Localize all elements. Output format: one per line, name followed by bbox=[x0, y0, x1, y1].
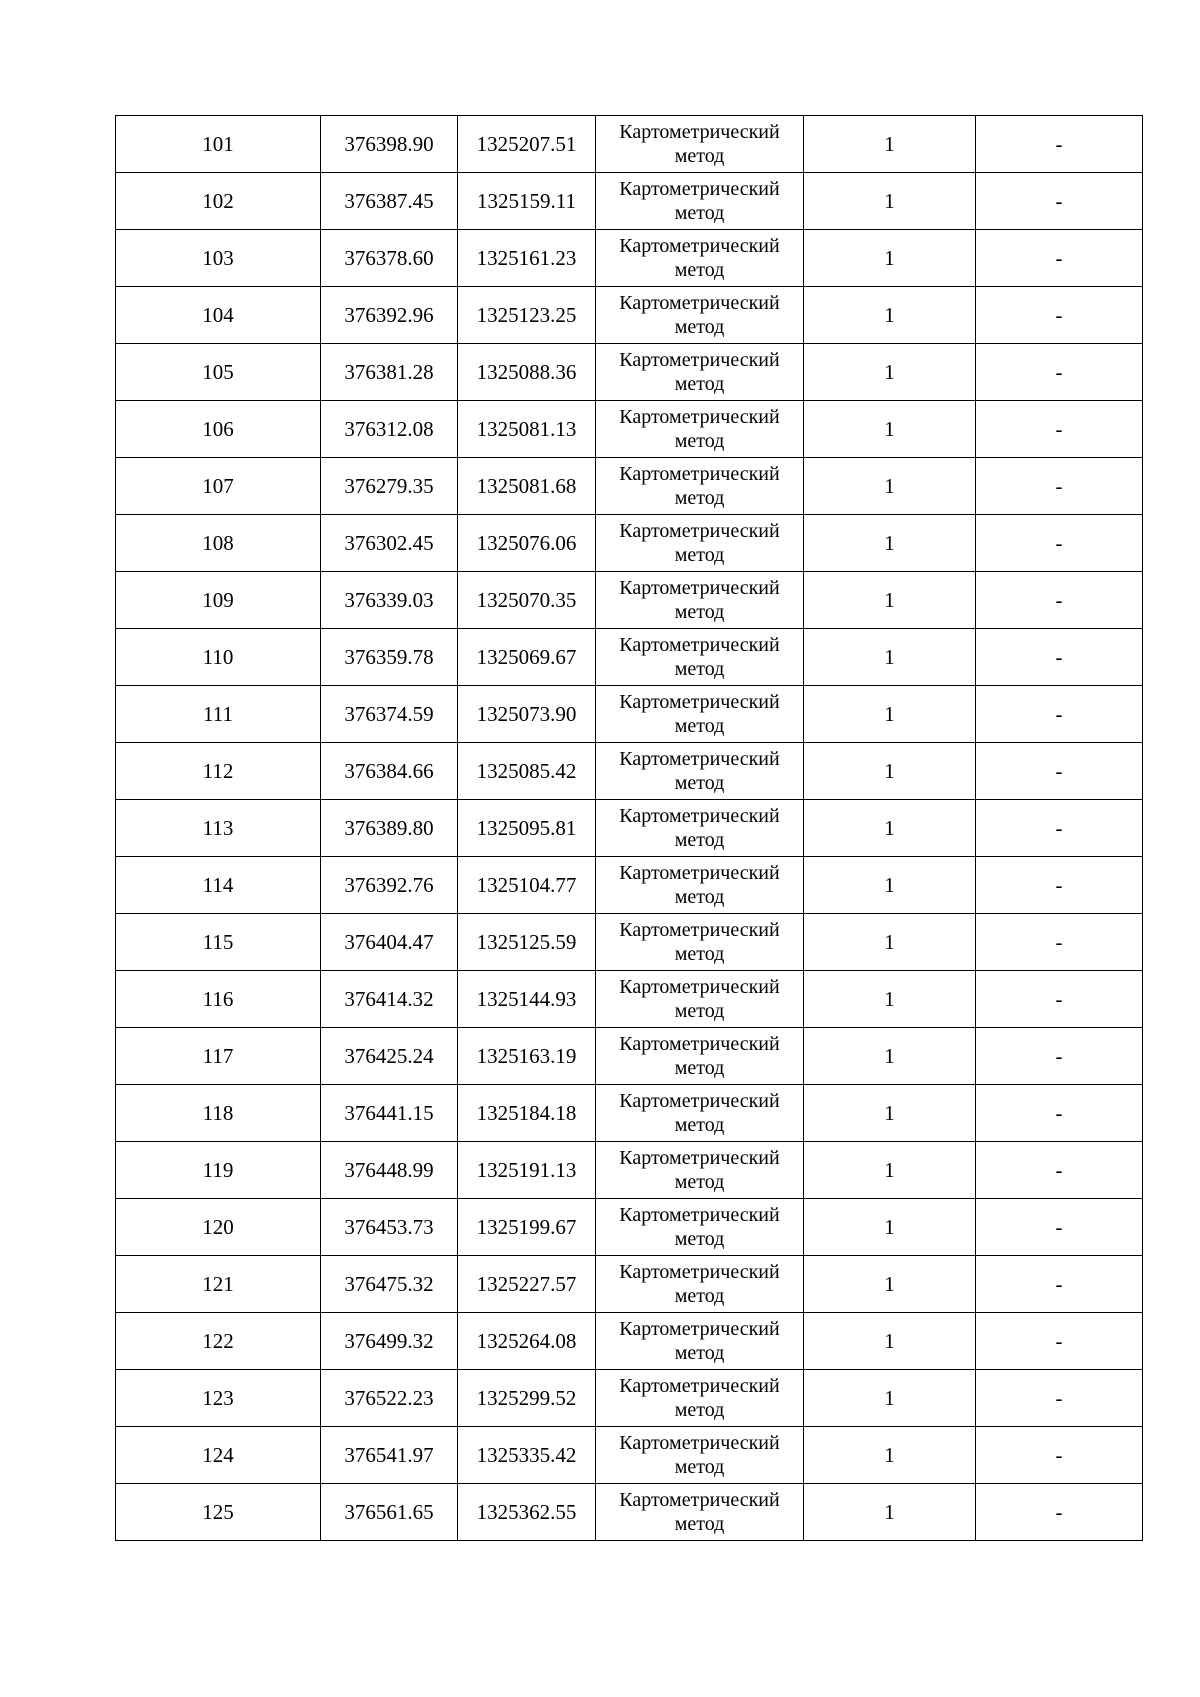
note-cell: - bbox=[976, 1313, 1143, 1370]
method-cell bbox=[596, 1028, 804, 1085]
point-number-cell: 115 bbox=[116, 914, 321, 971]
note-cell: - bbox=[976, 1199, 1143, 1256]
method-line-1: Картометрический bbox=[619, 520, 780, 542]
accuracy-cell: 1 bbox=[804, 173, 976, 230]
table-row bbox=[116, 1142, 1143, 1199]
point-number-cell: 104 bbox=[116, 287, 321, 344]
point-number-cell: 124 bbox=[116, 1427, 321, 1484]
y-coordinate-cell: 1325125.59 bbox=[458, 914, 596, 971]
x-coordinate-cell: 376312.08 bbox=[321, 401, 458, 458]
x-coordinate-cell: 376384.66 bbox=[321, 743, 458, 800]
x-coordinate-cell: 376425.24 bbox=[321, 1028, 458, 1085]
x-coordinate-cell: 376339.03 bbox=[321, 572, 458, 629]
method-line-2: метод bbox=[674, 487, 725, 509]
method-line-1: Картометрический bbox=[619, 349, 780, 371]
method-cell bbox=[596, 743, 804, 800]
note-cell: - bbox=[976, 1256, 1143, 1313]
table-row bbox=[116, 287, 1143, 344]
y-coordinate-cell: 1325081.13 bbox=[458, 401, 596, 458]
method-line-2: метод bbox=[674, 544, 725, 566]
method-cell bbox=[596, 800, 804, 857]
table-row bbox=[116, 458, 1143, 515]
method-line-1: Картометрический bbox=[619, 1204, 780, 1226]
accuracy-cell: 1 bbox=[804, 743, 976, 800]
note-cell: - bbox=[976, 914, 1143, 971]
method-cell bbox=[596, 116, 804, 173]
table-row bbox=[116, 401, 1143, 458]
method-line-1: Картометрический bbox=[619, 1033, 780, 1055]
method-line-1: Картометрический bbox=[619, 1375, 780, 1397]
method-line-1: Картометрический bbox=[619, 976, 780, 998]
table-row bbox=[116, 800, 1143, 857]
y-coordinate-cell: 1325264.08 bbox=[458, 1313, 596, 1370]
table-row bbox=[116, 743, 1143, 800]
y-coordinate-cell: 1325163.19 bbox=[458, 1028, 596, 1085]
x-coordinate-cell: 376453.73 bbox=[321, 1199, 458, 1256]
note-cell: - bbox=[976, 743, 1143, 800]
method-cell bbox=[596, 1313, 804, 1370]
y-coordinate-cell: 1325070.35 bbox=[458, 572, 596, 629]
table-row bbox=[116, 344, 1143, 401]
accuracy-cell: 1 bbox=[804, 971, 976, 1028]
method-line-1: Картометрический bbox=[619, 919, 780, 941]
method-line-2: метод bbox=[674, 1171, 725, 1193]
table-row bbox=[116, 1199, 1143, 1256]
method-line-2: метод bbox=[674, 1114, 725, 1136]
method-line-2: метод bbox=[674, 658, 725, 680]
point-number-cell: 113 bbox=[116, 800, 321, 857]
table-row bbox=[116, 857, 1143, 914]
method-cell bbox=[596, 914, 804, 971]
table-row bbox=[116, 1370, 1143, 1427]
accuracy-cell: 1 bbox=[804, 686, 976, 743]
point-number-cell: 109 bbox=[116, 572, 321, 629]
note-cell: - bbox=[976, 401, 1143, 458]
table-row bbox=[116, 1256, 1143, 1313]
table-row bbox=[116, 173, 1143, 230]
point-number-cell: 120 bbox=[116, 1199, 321, 1256]
method-cell bbox=[596, 287, 804, 344]
table-row bbox=[116, 1427, 1143, 1484]
method-line-1: Картометрический bbox=[619, 577, 780, 599]
point-number-cell: 121 bbox=[116, 1256, 321, 1313]
method-line-1: Картометрический bbox=[619, 691, 780, 713]
x-coordinate-cell: 376561.65 bbox=[321, 1484, 458, 1541]
method-cell bbox=[596, 515, 804, 572]
note-cell: - bbox=[976, 515, 1143, 572]
accuracy-cell: 1 bbox=[804, 629, 976, 686]
method-line-1: Картометрический bbox=[619, 1318, 780, 1340]
method-line-2: метод bbox=[674, 886, 725, 908]
method-line-1: Картометрический bbox=[619, 1147, 780, 1169]
x-coordinate-cell: 376302.45 bbox=[321, 515, 458, 572]
method-line-2: метод bbox=[674, 316, 725, 338]
method-line-1: Картометрический bbox=[619, 1432, 780, 1454]
accuracy-cell: 1 bbox=[804, 344, 976, 401]
x-coordinate-cell: 376381.28 bbox=[321, 344, 458, 401]
accuracy-cell: 1 bbox=[804, 1199, 976, 1256]
point-number-cell: 123 bbox=[116, 1370, 321, 1427]
accuracy-cell: 1 bbox=[804, 230, 976, 287]
x-coordinate-cell: 376378.60 bbox=[321, 230, 458, 287]
x-coordinate-cell: 376475.32 bbox=[321, 1256, 458, 1313]
method-cell bbox=[596, 458, 804, 515]
method-line-1: Картометрический bbox=[619, 235, 780, 257]
x-coordinate-cell: 376392.96 bbox=[321, 287, 458, 344]
x-coordinate-cell: 376392.76 bbox=[321, 857, 458, 914]
x-coordinate-cell: 376398.90 bbox=[321, 116, 458, 173]
point-number-cell: 114 bbox=[116, 857, 321, 914]
x-coordinate-cell: 376522.23 bbox=[321, 1370, 458, 1427]
note-cell: - bbox=[976, 458, 1143, 515]
table-row bbox=[116, 629, 1143, 686]
note-cell: - bbox=[976, 971, 1143, 1028]
accuracy-cell: 1 bbox=[804, 1142, 976, 1199]
method-line-2: метод bbox=[674, 1456, 725, 1478]
accuracy-cell: 1 bbox=[804, 287, 976, 344]
table-row bbox=[116, 686, 1143, 743]
method-cell bbox=[596, 173, 804, 230]
method-cell bbox=[596, 344, 804, 401]
method-line-1: Картометрический bbox=[619, 1489, 780, 1511]
method-cell bbox=[596, 1142, 804, 1199]
method-line-1: Картометрический bbox=[619, 805, 780, 827]
table-row bbox=[116, 971, 1143, 1028]
point-number-cell: 108 bbox=[116, 515, 321, 572]
note-cell: - bbox=[976, 857, 1143, 914]
method-cell bbox=[596, 1484, 804, 1541]
method-line-2: метод bbox=[674, 1057, 725, 1079]
point-number-cell: 118 bbox=[116, 1085, 321, 1142]
note-cell: - bbox=[976, 572, 1143, 629]
method-line-2: метод bbox=[674, 373, 725, 395]
method-line-2: метод bbox=[674, 1342, 725, 1364]
method-line-2: метод bbox=[674, 772, 725, 794]
y-coordinate-cell: 1325104.77 bbox=[458, 857, 596, 914]
method-line-2: метод bbox=[674, 1513, 725, 1535]
point-number-cell: 101 bbox=[116, 116, 321, 173]
method-cell bbox=[596, 1199, 804, 1256]
y-coordinate-cell: 1325191.13 bbox=[458, 1142, 596, 1199]
method-cell bbox=[596, 971, 804, 1028]
note-cell: - bbox=[976, 287, 1143, 344]
x-coordinate-cell: 376541.97 bbox=[321, 1427, 458, 1484]
x-coordinate-cell: 376374.59 bbox=[321, 686, 458, 743]
method-cell bbox=[596, 1256, 804, 1313]
point-number-cell: 112 bbox=[116, 743, 321, 800]
method-line-2: метод bbox=[674, 145, 725, 167]
note-cell: - bbox=[976, 1085, 1143, 1142]
accuracy-cell: 1 bbox=[804, 1028, 976, 1085]
method-cell bbox=[596, 230, 804, 287]
table-row bbox=[116, 1085, 1143, 1142]
x-coordinate-cell: 376404.47 bbox=[321, 914, 458, 971]
note-cell: - bbox=[976, 1370, 1143, 1427]
method-line-1: Картометрический bbox=[619, 862, 780, 884]
point-number-cell: 107 bbox=[116, 458, 321, 515]
point-number-cell: 111 bbox=[116, 686, 321, 743]
method-cell bbox=[596, 401, 804, 458]
method-cell bbox=[596, 857, 804, 914]
accuracy-cell: 1 bbox=[804, 401, 976, 458]
y-coordinate-cell: 1325184.18 bbox=[458, 1085, 596, 1142]
note-cell: - bbox=[976, 116, 1143, 173]
note-cell: - bbox=[976, 1028, 1143, 1085]
y-coordinate-cell: 1325299.52 bbox=[458, 1370, 596, 1427]
table-row bbox=[116, 914, 1143, 971]
x-coordinate-cell: 376441.15 bbox=[321, 1085, 458, 1142]
accuracy-cell: 1 bbox=[804, 857, 976, 914]
y-coordinate-cell: 1325207.51 bbox=[458, 116, 596, 173]
accuracy-cell: 1 bbox=[804, 572, 976, 629]
x-coordinate-cell: 376448.99 bbox=[321, 1142, 458, 1199]
method-line-2: метод bbox=[674, 943, 725, 965]
accuracy-cell: 1 bbox=[804, 1370, 976, 1427]
method-line-2: метод bbox=[674, 601, 725, 623]
method-cell bbox=[596, 1370, 804, 1427]
accuracy-cell: 1 bbox=[804, 1313, 976, 1370]
point-number-cell: 103 bbox=[116, 230, 321, 287]
table-row bbox=[116, 1028, 1143, 1085]
accuracy-cell: 1 bbox=[804, 458, 976, 515]
method-line-1: Картометрический bbox=[619, 748, 780, 770]
method-line-2: метод bbox=[674, 1228, 725, 1250]
note-cell: - bbox=[976, 230, 1143, 287]
coordinates-table-body bbox=[116, 116, 1143, 1541]
point-number-cell: 116 bbox=[116, 971, 321, 1028]
method-line-2: метод bbox=[674, 829, 725, 851]
method-line-1: Картометрический bbox=[619, 121, 780, 143]
y-coordinate-cell: 1325159.11 bbox=[458, 173, 596, 230]
point-number-cell: 102 bbox=[116, 173, 321, 230]
table-row bbox=[116, 116, 1143, 173]
table-row bbox=[116, 515, 1143, 572]
point-number-cell: 125 bbox=[116, 1484, 321, 1541]
x-coordinate-cell: 376499.32 bbox=[321, 1313, 458, 1370]
method-line-2: метод bbox=[674, 1399, 725, 1421]
x-coordinate-cell: 376279.35 bbox=[321, 458, 458, 515]
method-line-1: Картометрический bbox=[619, 1261, 780, 1283]
note-cell: - bbox=[976, 1427, 1143, 1484]
accuracy-cell: 1 bbox=[804, 116, 976, 173]
y-coordinate-cell: 1325076.06 bbox=[458, 515, 596, 572]
y-coordinate-cell: 1325088.36 bbox=[458, 344, 596, 401]
method-line-1: Картометрический bbox=[619, 463, 780, 485]
y-coordinate-cell: 1325199.67 bbox=[458, 1199, 596, 1256]
method-cell bbox=[596, 686, 804, 743]
method-line-2: метод bbox=[674, 202, 725, 224]
x-coordinate-cell: 376389.80 bbox=[321, 800, 458, 857]
y-coordinate-cell: 1325161.23 bbox=[458, 230, 596, 287]
method-line-2: метод bbox=[674, 259, 725, 281]
point-number-cell: 119 bbox=[116, 1142, 321, 1199]
accuracy-cell: 1 bbox=[804, 800, 976, 857]
y-coordinate-cell: 1325123.25 bbox=[458, 287, 596, 344]
method-cell bbox=[596, 1427, 804, 1484]
accuracy-cell: 1 bbox=[804, 515, 976, 572]
method-line-2: метод bbox=[674, 715, 725, 737]
method-line-1: Картометрический bbox=[619, 634, 780, 656]
method-line-1: Картометрический bbox=[619, 178, 780, 200]
note-cell: - bbox=[976, 344, 1143, 401]
y-coordinate-cell: 1325069.67 bbox=[458, 629, 596, 686]
x-coordinate-cell: 376414.32 bbox=[321, 971, 458, 1028]
accuracy-cell: 1 bbox=[804, 914, 976, 971]
point-number-cell: 106 bbox=[116, 401, 321, 458]
note-cell: - bbox=[976, 1142, 1143, 1199]
method-cell bbox=[596, 572, 804, 629]
y-coordinate-cell: 1325081.68 bbox=[458, 458, 596, 515]
note-cell: - bbox=[976, 1484, 1143, 1541]
point-number-cell: 105 bbox=[116, 344, 321, 401]
method-line-2: метод bbox=[674, 430, 725, 452]
y-coordinate-cell: 1325362.55 bbox=[458, 1484, 596, 1541]
coordinates-table bbox=[115, 115, 1143, 1541]
table-row bbox=[116, 230, 1143, 287]
method-line-1: Картометрический bbox=[619, 406, 780, 428]
y-coordinate-cell: 1325335.42 bbox=[458, 1427, 596, 1484]
x-coordinate-cell: 376359.78 bbox=[321, 629, 458, 686]
table-row bbox=[116, 1484, 1143, 1541]
note-cell: - bbox=[976, 173, 1143, 230]
y-coordinate-cell: 1325144.93 bbox=[458, 971, 596, 1028]
y-coordinate-cell: 1325095.81 bbox=[458, 800, 596, 857]
method-line-1: Картометрический bbox=[619, 292, 780, 314]
note-cell: - bbox=[976, 686, 1143, 743]
y-coordinate-cell: 1325073.90 bbox=[458, 686, 596, 743]
note-cell: - bbox=[976, 800, 1143, 857]
method-line-2: метод bbox=[674, 1285, 725, 1307]
accuracy-cell: 1 bbox=[804, 1484, 976, 1541]
table-row bbox=[116, 572, 1143, 629]
method-line-2: метод bbox=[674, 1000, 725, 1022]
point-number-cell: 110 bbox=[116, 629, 321, 686]
x-coordinate-cell: 376387.45 bbox=[321, 173, 458, 230]
method-line-1: Картометрический bbox=[619, 1090, 780, 1112]
y-coordinate-cell: 1325085.42 bbox=[458, 743, 596, 800]
accuracy-cell: 1 bbox=[804, 1256, 976, 1313]
table-row bbox=[116, 1313, 1143, 1370]
accuracy-cell: 1 bbox=[804, 1427, 976, 1484]
accuracy-cell: 1 bbox=[804, 1085, 976, 1142]
y-coordinate-cell: 1325227.57 bbox=[458, 1256, 596, 1313]
point-number-cell: 122 bbox=[116, 1313, 321, 1370]
method-cell bbox=[596, 1085, 804, 1142]
point-number-cell: 117 bbox=[116, 1028, 321, 1085]
method-cell bbox=[596, 629, 804, 686]
note-cell: - bbox=[976, 629, 1143, 686]
